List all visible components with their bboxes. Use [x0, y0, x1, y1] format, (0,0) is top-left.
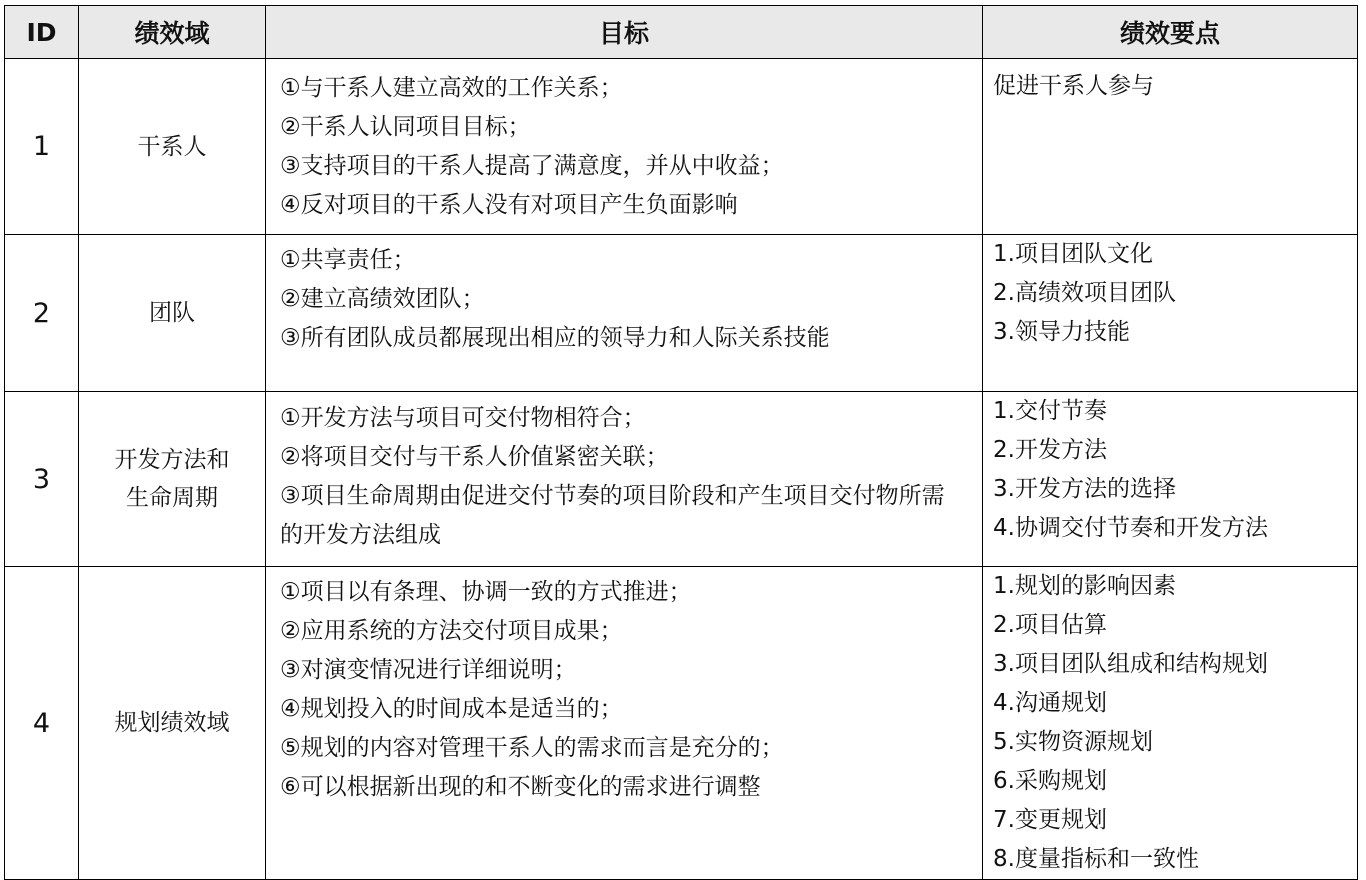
goal-item: ③对演变情况进行详细说明； [280, 657, 577, 683]
domain-line: 规划绩效域 [114, 710, 230, 736]
row-id-cell: 4 [5, 567, 79, 880]
point-item: 3.领导力技能 [993, 319, 1130, 345]
domain-line: 干系人 [137, 133, 207, 160]
header-id: ID [5, 6, 79, 59]
goal-item: ①共享责任； [280, 247, 416, 273]
goal-item: ①与干系人建立高效的工作关系； [280, 75, 623, 101]
point-item: 2.高绩效项目团队 [993, 280, 1176, 306]
goal-item: ③所有团队成员都展现出相应的领导力和人际关系技能 [280, 325, 830, 351]
point-item: 3.开发方法的选择 [993, 476, 1176, 502]
row-domain-cell [79, 235, 266, 392]
domain-line: 生命周期 [126, 485, 218, 511]
table-row [5, 235, 1358, 392]
domain-line: 开发方法和 [114, 447, 230, 473]
row-points-cell [983, 567, 1358, 880]
row-points-cell [983, 59, 1358, 235]
point-item: 7.变更规划 [993, 807, 1107, 833]
header-goal: 目标 [266, 6, 983, 59]
table-row [5, 59, 1358, 235]
row-id-cell: 1 [5, 59, 79, 235]
row-goal-cell [266, 59, 983, 235]
point-item: 6.采购规划 [993, 768, 1107, 794]
row-id-cell: 3 [5, 392, 79, 567]
point-item: 4.协调交付节奏和开发方法 [993, 515, 1268, 541]
row-goal-cell [266, 392, 983, 567]
row-domain-cell [79, 567, 266, 880]
table-row [5, 392, 1358, 567]
domain-line: 团队 [149, 300, 195, 326]
point-item: 3.项目团队组成和结构规划 [993, 651, 1268, 677]
table-header-row [5, 6, 1358, 59]
row-goal-cell [266, 567, 983, 880]
goal-item: ④规划投入的时间成本是适当的； [280, 696, 623, 722]
goal-item: ③项目生命周期由促进交付节奏的项目阶段和产生项目交付物所需的开发方法组成 [280, 483, 945, 548]
goal-item: ①开发方法与项目可交付物相符合； [280, 405, 646, 431]
goal-item: ②干系人认同项目目标； [280, 114, 531, 140]
point-item: 5.实物资源规划 [993, 729, 1153, 755]
point-item: 1.规划的影响因素 [993, 573, 1176, 599]
goal-item: ②建立高绩效团队； [280, 286, 485, 312]
point-item: 4.沟通规划 [993, 690, 1107, 716]
header-domain: 绩效域 [79, 6, 266, 59]
row-id-cell: 2 [5, 235, 79, 392]
row-domain-cell [79, 392, 266, 567]
goal-item: ⑤规划的内容对管理干系人的需求而言是充分的； [280, 735, 784, 761]
row-points-cell [983, 235, 1358, 392]
goal-item: ②应用系统的方法交付项目成果； [280, 618, 623, 644]
goal-item: ③支持项目的干系人提高了满意度，并从中收益； [280, 153, 784, 179]
goal-item: ⑥可以根据新出现的和不断变化的需求进行调整 [280, 774, 761, 800]
point-item: 2.项目估算 [993, 612, 1107, 638]
goal-item: ①项目以有条理、协调一致的方式推进； [280, 579, 692, 605]
performance-domain-table [4, 5, 1358, 880]
row-goal-cell [266, 235, 983, 392]
point-item: 1.交付节奏 [993, 398, 1107, 424]
goal-item: ②将项目交付与干系人价值紧密关联； [280, 444, 669, 470]
point-item: 8.度量指标和一致性 [993, 846, 1199, 872]
point-item: 1.项目团队文化 [993, 241, 1153, 267]
row-points-cell [983, 392, 1358, 567]
point-item: 促进干系人参与 [993, 73, 1154, 99]
header-points: 绩效要点 [983, 6, 1358, 59]
point-item: 2.开发方法 [993, 437, 1107, 463]
row-domain-cell [79, 59, 266, 235]
performance-domain-table-wrapper [4, 5, 1358, 880]
table-row [5, 567, 1358, 880]
goal-item: ④反对项目的干系人没有对项目产生负面影响 [280, 192, 738, 218]
